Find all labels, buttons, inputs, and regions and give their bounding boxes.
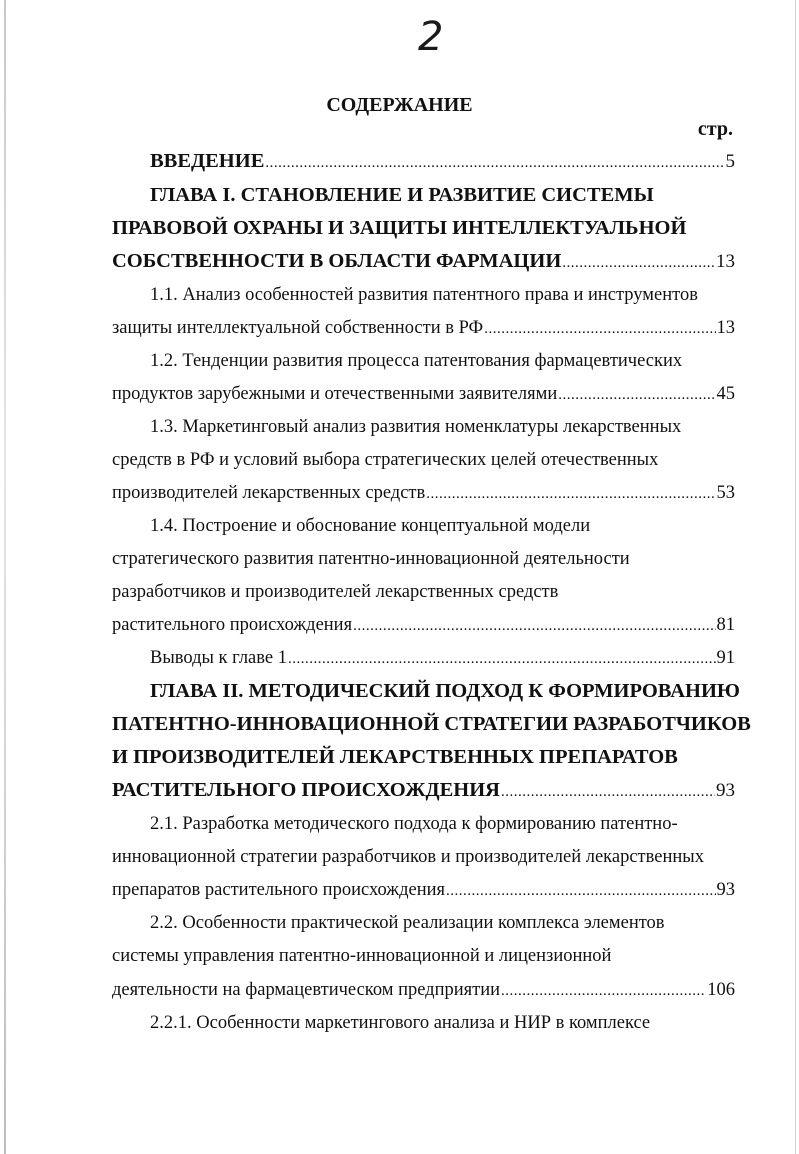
toc-page-number: 93	[716, 780, 735, 801]
scan-page-edge	[4, 0, 6, 1154]
page-column-label: стр.	[697, 118, 733, 140]
dot-leader	[501, 775, 715, 809]
toc-page-number: 106	[707, 980, 735, 1000]
toc-entry-text: производителей лекарственных средств	[112, 483, 426, 503]
toc-entry-text: 2.2.1. Особенности маркетингового анализа и НИР в комплексе	[150, 1013, 651, 1033]
handwritten-page-number: 2	[418, 14, 444, 60]
toc-section-entry[interactable]	[112, 873, 735, 907]
toc-section-entry[interactable]	[112, 575, 735, 609]
toc-entry-text: продуктов зарубежными и отечественными заявителями	[112, 384, 558, 404]
toc-section-entry[interactable]	[150, 807, 735, 841]
toc-page-number: 5	[725, 151, 735, 172]
toc-entry-text: И ПРОИЗВОДИТЕЛЕЙ ЛЕКАРСТВЕННЫХ ПРЕПАРАТОВ	[112, 746, 678, 768]
toc-section-entry[interactable]	[112, 939, 735, 973]
toc-entry-text: защиты интеллектуальной собственности в РФ	[112, 318, 484, 338]
dot-leader	[446, 874, 716, 908]
toc-entry-text: ПАТЕНТНО-ИННОВАЦИОННОЙ СТРАТЕГИИ РАЗРАБОТЧИКОВ	[112, 713, 751, 735]
toc-section-entry[interactable]	[112, 840, 735, 874]
toc-entry-text: 1.3. Маркетинговый анализ развития номенклатуры лекарственных	[150, 417, 682, 437]
toc-entry-text: 1.4. Построение и обоснование концептуальной модели	[150, 516, 591, 536]
toc-page-number: 91	[716, 648, 735, 668]
toc-entry-text: ПРАВОВОЙ ОХРАНЫ И ЗАЩИТЫ ИНТЕЛЛЕКТУАЛЬНОЙ	[112, 217, 687, 239]
toc-section-entry[interactable]	[150, 906, 735, 940]
toc-section-entry[interactable]	[150, 509, 735, 543]
toc-section-entry[interactable]	[112, 476, 735, 510]
toc-entry-text: РАСТИТЕЛЬНОГО ПРОИСХОЖДЕНИЯ	[112, 779, 500, 801]
toc-section-entry[interactable]	[112, 973, 735, 1007]
dot-leader	[426, 477, 715, 511]
toc-subsection-entry[interactable]	[150, 1006, 735, 1040]
toc-page-number: 53	[716, 483, 735, 503]
dot-leader	[265, 146, 724, 180]
dot-leader	[562, 246, 715, 280]
toc-entry-text: системы управления патентно-инновационной и лицензионной	[112, 946, 612, 966]
dot-leader	[484, 312, 715, 346]
toc-entry-text: препаратов растительного происхождения	[112, 880, 445, 900]
toc-entry-text: 2.2. Особенности практической реализации комплекса элементов	[150, 913, 665, 933]
toc-entry-text: 1.1. Анализ особенностей развития патентного права и инструментов	[150, 285, 698, 305]
toc-entry-text: растительного происхождения	[112, 615, 353, 635]
toc-chapter-heading[interactable]	[112, 707, 751, 741]
toc-chapter-heading[interactable]	[112, 773, 735, 807]
scan-page-edge-right	[795, 0, 796, 1154]
toc-page-number: 93	[716, 880, 735, 900]
toc-entry-text: СОБСТВЕННОСТИ В ОБЛАСТИ ФАРМАЦИИ	[112, 250, 562, 272]
toc-page-number: 81	[716, 615, 735, 635]
toc-entry-text: стратегического развития патентно-инновационной деятельности	[112, 549, 630, 569]
toc-section-entry[interactable]	[150, 344, 735, 378]
dot-leader	[353, 609, 715, 643]
toc-section-entry[interactable]	[112, 377, 735, 411]
toc-section-entry[interactable]	[150, 641, 735, 675]
toc-chapter-heading[interactable]	[150, 674, 740, 708]
toc-entry-text: деятельности на фармацевтическом предприятии	[112, 980, 501, 1000]
toc-chapter-heading[interactable]	[112, 740, 735, 774]
toc-entry-text: 1.2. Тенденции развития процесса патентования фармацевтических	[150, 351, 683, 371]
toc-page-number: 45	[716, 384, 735, 404]
toc-entry-text: инновационной стратегии разработчиков и производителей лекарственных	[112, 847, 704, 867]
toc-page-number: 13	[716, 318, 735, 338]
toc-chapter-heading[interactable]	[112, 211, 735, 245]
toc-page-number: 13	[716, 251, 735, 272]
toc-section-entry[interactable]	[112, 542, 735, 576]
toc-entry-text: 2.1. Разработка методического подхода к формированию патентно-	[150, 814, 678, 834]
toc-section-entry[interactable]	[112, 608, 735, 642]
page-title: СОДЕРЖАНИЕ	[326, 94, 473, 116]
toc-entry-text: ВВЕДЕНИЕ	[150, 150, 265, 172]
toc-entry-text: средств в РФ и условий выбора стратегических целей отечественных	[112, 450, 659, 470]
toc-section-entry[interactable]	[150, 410, 735, 444]
toc-section-entry[interactable]	[112, 311, 735, 345]
toc-section-entry[interactable]	[112, 443, 735, 477]
toc-entry-text: ГЛАВА I. СТАНОВЛЕНИЕ И РАЗВИТИЕ СИСТЕМЫ	[150, 184, 654, 206]
dot-leader	[288, 642, 716, 676]
toc-entry-text: Выводы к главе 1	[150, 648, 287, 668]
dot-leader	[501, 974, 706, 1008]
toc-chapter-heading[interactable]	[150, 178, 735, 212]
toc-section-entry[interactable]	[150, 278, 735, 312]
toc-entry-text: разработчиков и производителей лекарственных средств	[112, 582, 559, 602]
toc-chapter-heading[interactable]	[112, 244, 735, 278]
toc-entry-introduction[interactable]	[150, 144, 735, 178]
dot-leader	[558, 378, 715, 412]
toc-entry-text: ГЛАВА II. МЕТОДИЧЕСКИЙ ПОДХОД К ФОРМИРОВАНИЮ	[150, 680, 740, 702]
